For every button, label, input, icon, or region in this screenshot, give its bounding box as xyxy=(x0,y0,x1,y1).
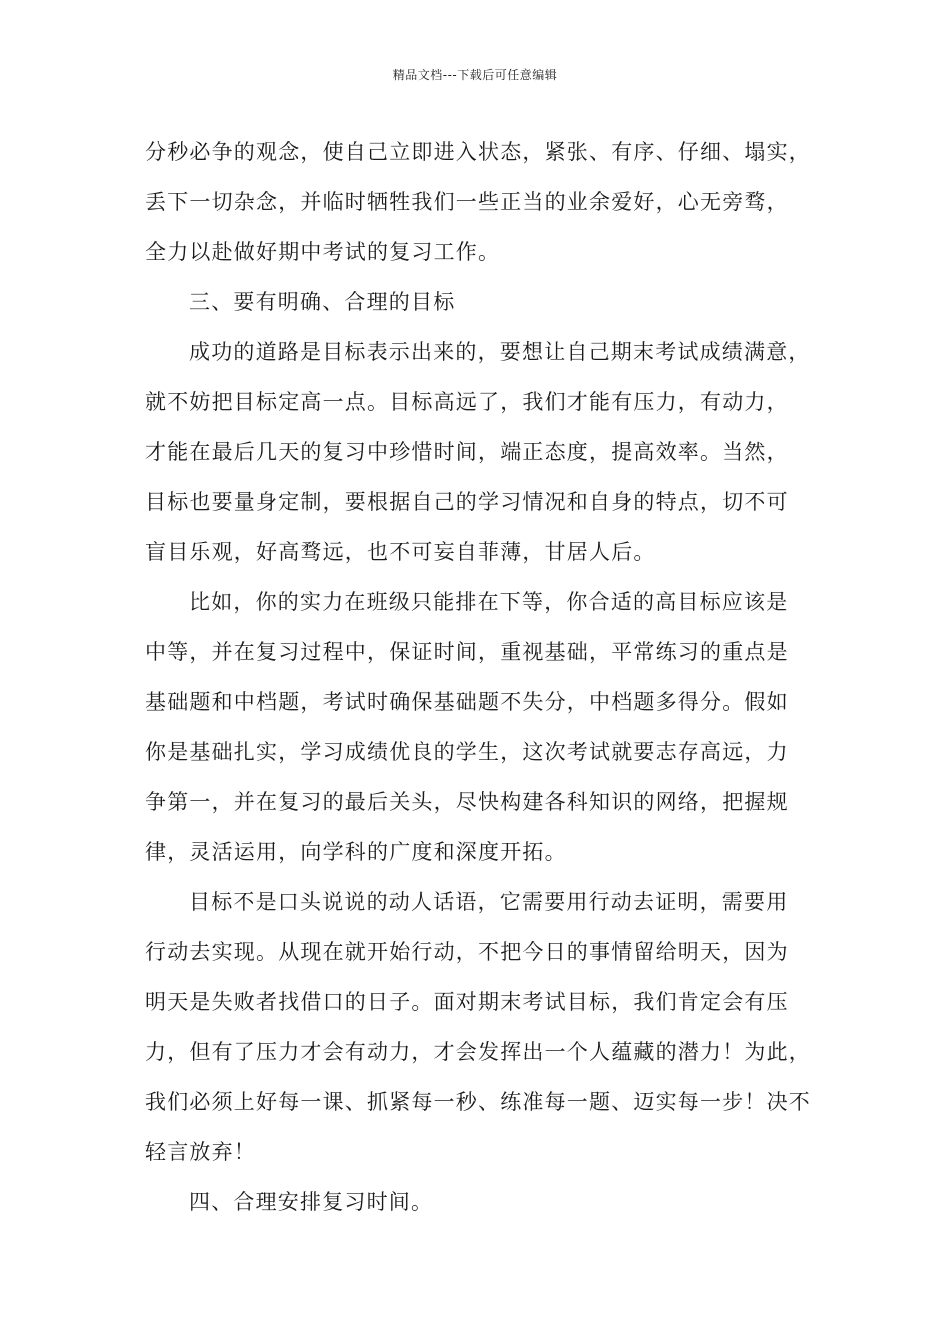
paragraph-4 xyxy=(145,877,813,1177)
text-line: 行动去实现。从现在就开始行动，不把今日的事情留给明天，因为 xyxy=(145,940,789,964)
section-heading-3 xyxy=(145,277,813,327)
page-header: 精品文档---下载后可任意编辑 xyxy=(392,68,558,82)
paragraph-1 xyxy=(145,127,813,277)
text-line: 成功的道路是目标表示出来的，要想让自己期末考试成绩满意， xyxy=(189,340,811,364)
text-line: 我们必须上好每一课、抓紧每一秒、练准每一题、迈实每一步！决不 xyxy=(145,1090,811,1114)
text-line: 律，灵活运用，向学科的广度和深度开拓。 xyxy=(145,840,567,864)
paragraph-2 xyxy=(145,327,813,577)
text-line: 才能在最后几天的复习中珍惜时间，端正态度，提高效率。当然， xyxy=(145,440,789,464)
text-line: 力，但有了压力才会有动力，才会发挥出一个人蕴藏的潜力！为此， xyxy=(145,1040,811,1064)
text-line: 盲目乐观，好高骛远，也不可妄自菲薄，甘居人后。 xyxy=(145,540,656,564)
text-line: 就不妨把目标定高一点。目标高远了，我们才能有压力，有动力， xyxy=(145,390,789,414)
text-line: 争第一，并在复习的最后关头，尽快构建各科知识的网络，把握规 xyxy=(145,790,789,814)
text-line: 丢下一切杂念，并临时牺牲我们一些正当的业余爱好，心无旁骛， xyxy=(145,190,789,214)
text-line: 中等，并在复习过程中，保证时间，重视基础，平常练习的重点是 xyxy=(145,640,789,664)
text-line: 比如，你的实力在班级只能排在下等，你合适的高目标应该是 xyxy=(189,590,789,614)
heading-line: 三、要有明确、合理的目标 xyxy=(189,290,456,314)
section-heading-4 xyxy=(145,1177,813,1227)
document-body xyxy=(145,127,813,1227)
text-line: 你是基础扎实，学习成绩优良的学生，这次考试就要志存高远，力 xyxy=(145,740,789,764)
text-line: 目标不是口头说说的动人话语，它需要用行动去证明，需要用 xyxy=(189,890,789,914)
text-line: 明天是失败者找借口的日子。面对期末考试目标，我们肯定会有压 xyxy=(145,990,789,1014)
text-line: 基础题和中档题，考试时确保基础题不失分，中档题多得分。假如 xyxy=(145,690,789,714)
text-line: 轻言放弃！ xyxy=(145,1140,256,1164)
text-line: 目标也要量身定制，要根据自己的学习情况和自身的特点，切不可 xyxy=(145,490,789,514)
text-line: 全力以赴做好期中考试的复习工作。 xyxy=(145,240,501,264)
paragraph-3 xyxy=(145,577,813,877)
text-line: 分秒必争的观念，使自己立即进入状态，紧张、有序、仔细、塌实， xyxy=(145,140,811,164)
heading-line: 四、合理安排复习时间。 xyxy=(189,1190,434,1214)
